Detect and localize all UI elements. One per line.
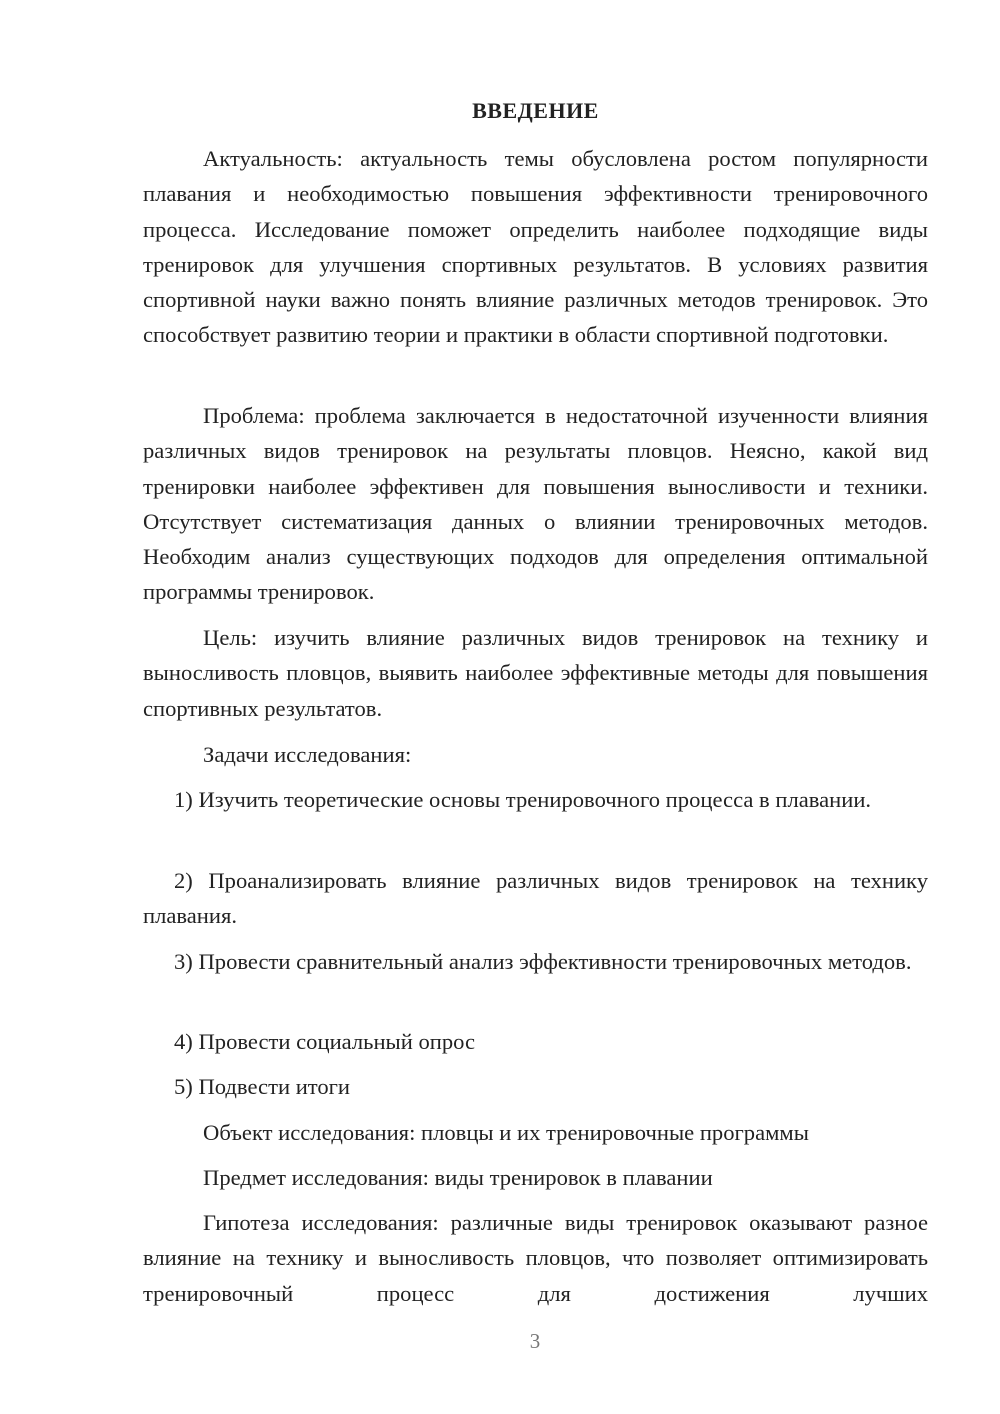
problem-paragraph: Проблема: проблема заключается в недостаточной изученности влияния различных видов тренировок на результаты пловцов. Неясно, какой вид тренировки наиболее эффективен для повышения выносливости и техники. Отсутствует систематизация данных о влиянии тренировочных методов. Необходим анализ существующих подходов для определения оптимальной программы тренировок. [143,403,928,605]
task-item-3: 3) Провести сравнительный анализ эффективности тренировочных методов. [174,949,912,974]
goal-paragraph: Цель: изучить влияние различных видов тренировок на технику и выносливость пловцов, выявить наиболее эффективные методы для повышения спортивных результатов. [143,625,928,721]
task-item-4: 4) Провести социальный опрос [174,1029,476,1054]
task-item-2: 2) Проанализировать влияние различных видов тренировок на технику плавания. [143,868,928,929]
task-item-1: 1) Изучить теоретические основы тренировочного процесса в плавании. [174,787,872,812]
hypothesis-paragraph: Гипотеза исследования: различные виды тренировок оказывают разное влияние на технику и выносливость пловцов, что позволяет оптимизировать тренировочный процесс для достижения лучших [143,1210,928,1306]
page-number: 3 [529,1329,541,1353]
task-item-5: 5) Подвести итоги [174,1074,351,1099]
research-object-paragraph: Объект исследования: пловцы и их тренировочные программы [203,1120,809,1145]
relevance-paragraph: Актуальность: актуальность темы обусловлена ростом популярности плавания и необходимостью повышения эффективности тренировочного процесса. Исследование поможет определить наиболее подходящие виды тренировок для улучшения спортивных результатов. В условиях развития спортивной науки важно понять влияние различных методов тренировок. Это способствует развитию теории и практики в области спортивной подготовки. [143,146,928,348]
research-subject-paragraph: Предмет исследования: виды тренировок в плавании [203,1165,713,1190]
section-title: ВВЕДЕНИЕ [472,98,599,123]
tasks-heading: Задачи исследования: [203,742,412,767]
